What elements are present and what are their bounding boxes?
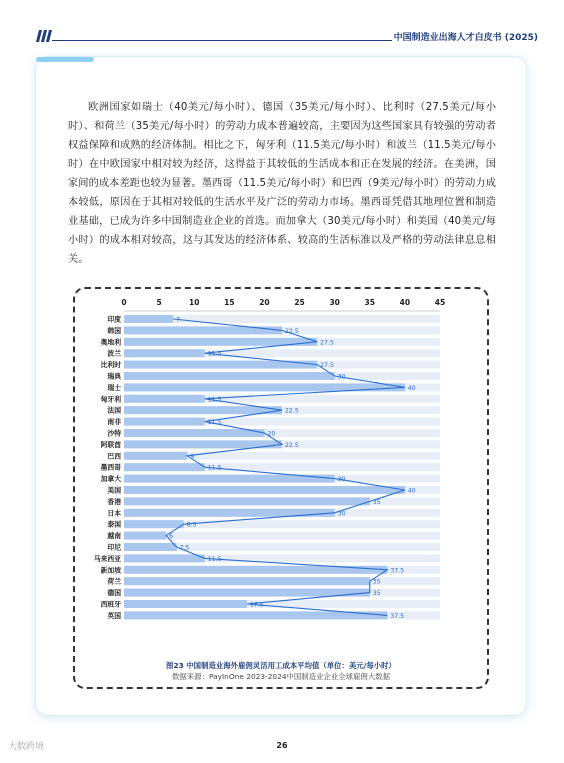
bar (124, 543, 177, 551)
x-tick-label: 15 (224, 298, 235, 307)
data-label: 20 (267, 430, 276, 438)
category-label: 印度 (107, 315, 121, 324)
data-label: 37.5 (390, 567, 405, 575)
data-label: 11.5 (207, 396, 222, 404)
chart-caption (73, 660, 489, 682)
category-label: 加拿大 (100, 475, 121, 484)
category-label: 日本 (107, 509, 121, 518)
data-label: 9 (190, 453, 195, 461)
x-tick-label: 35 (364, 298, 375, 307)
data-label: 35 (372, 590, 381, 598)
bar (124, 395, 205, 403)
chart-source: 数据来源：PayInOne 2023-2024中国制造业企业全球雇佣大数据 (172, 672, 390, 681)
category-label: 奥地利 (100, 338, 121, 347)
data-label: 27.5 (320, 339, 334, 347)
bar (124, 520, 184, 528)
bar (124, 554, 205, 562)
data-label: 11.5 (207, 350, 222, 358)
category-label: 新加坡 (100, 566, 121, 575)
category-label: 英国 (107, 611, 121, 620)
header-rule (52, 40, 392, 41)
category-label: 墨西哥 (100, 463, 121, 472)
slash-decoration-icon (36, 30, 52, 42)
x-tick-label: 30 (329, 298, 340, 307)
category-label: 越南 (107, 532, 121, 541)
data-label: 22.5 (285, 327, 299, 335)
category-label: 比利时 (100, 361, 121, 370)
category-label: 香港 (107, 497, 121, 506)
data-label: 35 (372, 578, 381, 586)
bar (124, 372, 335, 380)
chart-title: 图23 中国制造业海外雇佣灵活用工成本平均值（单位：美元/每小时） (166, 661, 396, 670)
bar (124, 429, 264, 437)
category-label: 法国 (107, 406, 121, 415)
x-tick-label: 0 (121, 298, 127, 307)
bar (124, 463, 205, 471)
data-label: 11.5 (207, 555, 222, 563)
category-label: 沙特 (107, 429, 121, 438)
bar (124, 497, 370, 505)
category-label: 印尼 (107, 543, 121, 552)
chart-container (73, 287, 489, 689)
data-label: 11.5 (207, 464, 222, 472)
x-tick-label: 25 (294, 298, 305, 307)
x-tick-label: 5 (156, 298, 162, 307)
bar (124, 589, 370, 597)
data-label: 30 (337, 510, 346, 518)
bar (124, 600, 247, 608)
category-label: 南非 (107, 418, 121, 427)
page-header (36, 27, 538, 45)
category-label: 瑞士 (107, 383, 121, 392)
page-number: 26 (276, 741, 288, 750)
data-label: 8.5 (186, 521, 197, 529)
card-tab-accent (36, 57, 94, 62)
data-label: 22.5 (285, 407, 299, 415)
data-label: 40 (407, 384, 416, 392)
bar-chart (75, 289, 487, 687)
bar (124, 532, 166, 540)
bar (124, 406, 282, 414)
bar (124, 315, 173, 323)
category-label: 泰国 (107, 520, 121, 529)
category-label: 韩国 (107, 326, 121, 335)
data-label: 35 (372, 498, 381, 506)
data-label: 6 (169, 533, 174, 541)
category-label: 瑞典 (107, 372, 121, 381)
data-label: 30 (337, 476, 346, 484)
data-label: 7 (176, 316, 181, 324)
data-label: 37.5 (390, 612, 405, 620)
category-label: 巴西 (107, 452, 121, 461)
category-label: 荷兰 (107, 577, 121, 586)
logo-text: 大数跨境 (8, 742, 45, 752)
body-paragraph: 欧洲国家如瑞士（40美元/每小时）、德国（35美元/每小时）、比利时（27.5美元/每小时）、和荷兰（35美元/每小时）的劳动力成本普遍较高，主要因为这些国家具有较强的劳动者权益保障和成熟的经济体制。相比之下，匈牙利（11.5美元/每小时）和波兰（11.5美元/每小时）在中欧国家中相对较为经济，这得益于其较低的生活成本和正在发展的经济。在美洲，国家间的成本差距也较为显著。墨西哥（11.5美元/每小时）和巴西（9美元/每小时）的劳动力成本较低，原因在于其相对较低的生活水平及广泛的劳动力市场。墨西哥凭借其地理位置和制造业基础，已成为许多中国制造业企业的首选。而加拿大（30美元/每小时）和美国（40美元/每小时）的成本相对较高，这与其发达的经济体系、较高的生活标准以及严格的劳动法律息息相关。 (68, 102, 496, 265)
bar (124, 349, 205, 357)
data-label: 11.5 (207, 419, 222, 427)
category-label: 匈牙利 (100, 395, 121, 404)
x-tick-label: 45 (434, 298, 446, 307)
x-tick-label: 20 (259, 298, 270, 307)
category-label: 西班牙 (100, 600, 121, 609)
category-label: 美国 (107, 486, 121, 495)
bar (124, 418, 205, 426)
data-label: 7.5 (179, 544, 190, 552)
bar (124, 577, 370, 585)
category-label: 波兰 (107, 349, 121, 358)
category-label: 阿联酋 (100, 440, 121, 449)
data-label: 40 (407, 487, 416, 495)
bar (124, 486, 405, 494)
x-tick-label: 40 (399, 298, 411, 307)
data-label: 27.5 (320, 362, 334, 370)
data-label: 17.5 (249, 601, 264, 609)
bar (124, 452, 187, 460)
data-label: 22.5 (285, 441, 299, 449)
header-title: 中国制造业出海人才白皮书 (2025) (393, 33, 538, 43)
data-label: 30 (337, 373, 346, 381)
category-label: 德国 (107, 589, 121, 598)
x-tick-label: 10 (189, 298, 200, 307)
category-label: 马来西亚 (93, 554, 121, 563)
